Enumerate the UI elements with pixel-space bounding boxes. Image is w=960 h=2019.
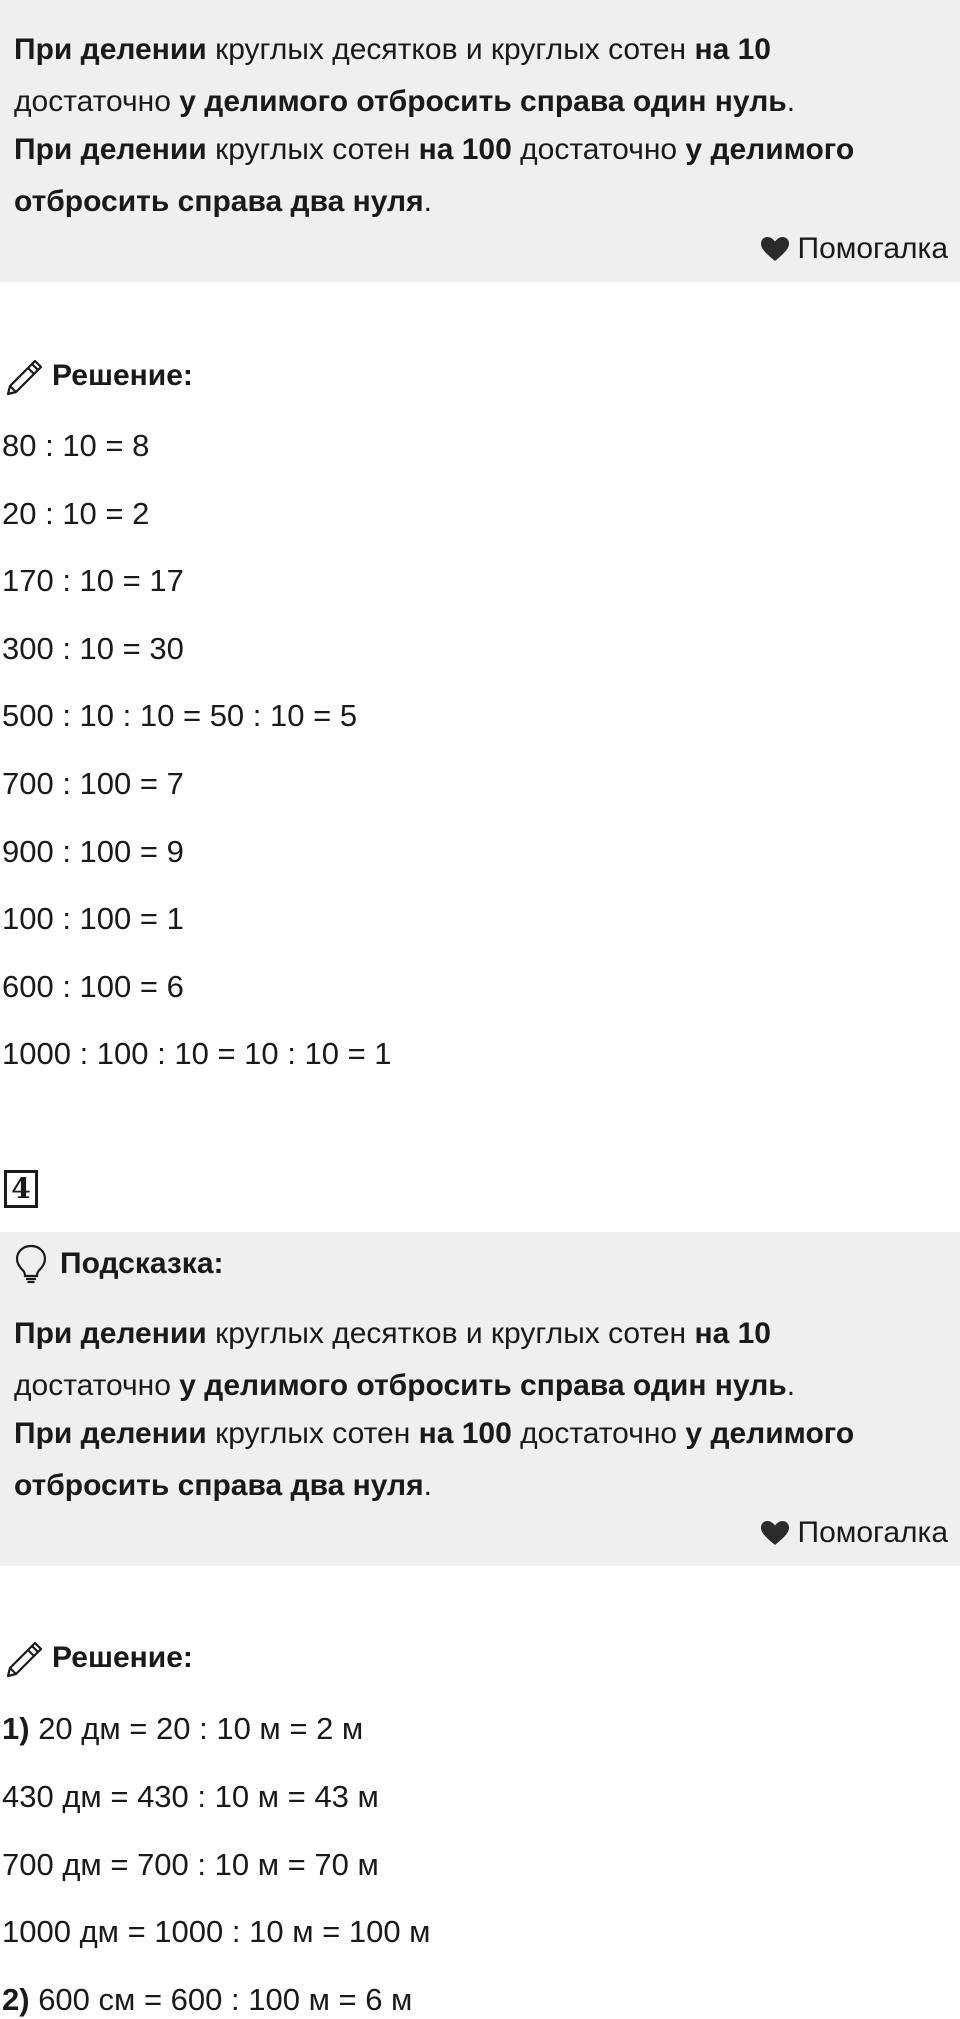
- solution-label: Решение:: [52, 359, 193, 392]
- rule-bold: у делимого отбросить справа два нуля: [14, 1417, 855, 1502]
- rule-text: .: [786, 85, 796, 118]
- equation-line: 100 : 100 = 1: [2, 901, 184, 936]
- hint-title: [14, 1244, 224, 1284]
- solution-label: Решение:: [52, 1641, 193, 1674]
- rule-paragraph-2: [14, 124, 954, 228]
- conversion-line: [2, 1711, 363, 1747]
- solution-title: [4, 1638, 193, 1678]
- equation-line: 500 : 10 : 10 = 50 : 10 = 5: [2, 698, 358, 733]
- rule-paragraph-1: [14, 1308, 954, 1412]
- credit: [760, 232, 949, 266]
- rule-bold: на 10: [694, 33, 771, 66]
- rule-text: круглых сотен: [206, 1417, 419, 1450]
- credit-label: Помогалка: [797, 232, 948, 265]
- pencil-icon: [4, 1638, 44, 1678]
- equation-line: 900 : 100 = 9: [2, 834, 184, 869]
- equation-line: 20 : 10 = 2: [2, 496, 150, 531]
- conversion-text: 430 дм = 430 : 10 м = 43 м: [2, 1779, 379, 1814]
- step-number: 2): [2, 1982, 30, 2017]
- equation-line: 600 : 100 = 6: [2, 969, 184, 1004]
- equation-line: 700 : 100 = 7: [2, 766, 184, 801]
- rule-bold: у делимого отбросить справа два нуля: [14, 133, 855, 218]
- task-number-badge: 4: [4, 1170, 38, 1208]
- conversion-text: 700 дм = 700 : 10 м = 70 м: [2, 1847, 379, 1882]
- rule-bold: на 100: [418, 133, 512, 166]
- rule-text: круглых десятков и круглых сотен: [206, 33, 695, 66]
- lightbulb-icon: [14, 1244, 48, 1284]
- rule-text: достаточно: [511, 133, 686, 166]
- equation-line: 170 : 10 = 17: [2, 563, 184, 598]
- conversion-line: [2, 1847, 379, 1883]
- rule-paragraph-2: [14, 1408, 954, 1512]
- rule-bold: При делении: [14, 133, 207, 166]
- rule-bold: у делимого отбросить справа один нуль: [179, 85, 787, 118]
- hint-box: [0, 1232, 960, 1566]
- conversion-line: [2, 1779, 379, 1815]
- credit-label: Помогалка: [797, 1516, 948, 1549]
- rule-text: достаточно: [14, 85, 180, 118]
- equation-line: 80 : 10 = 8: [2, 428, 150, 463]
- equation-line: 300 : 10 = 30: [2, 631, 184, 666]
- equation-line: 1000 : 100 : 10 = 10 : 10 = 1: [2, 1036, 392, 1071]
- rule-text: круглых сотен: [206, 133, 419, 166]
- solution-title: [4, 356, 193, 396]
- credit: [760, 1516, 949, 1550]
- heart-icon: [760, 236, 790, 262]
- rule-text: .: [423, 185, 432, 218]
- rule-bold: на 10: [694, 1317, 771, 1350]
- conversion-text: 600 см = 600 : 100 м = 6 м: [29, 1982, 413, 2017]
- hint-label: Подсказка:: [60, 1247, 224, 1280]
- rule-paragraph-1: [14, 24, 954, 128]
- rule-bold: При делении: [14, 1417, 207, 1450]
- rule-text: .: [786, 1369, 796, 1402]
- rule-bold: При делении: [14, 1317, 207, 1350]
- hint-box-top: [0, 0, 960, 282]
- heart-icon: [760, 1520, 790, 1546]
- rule-text: достаточно: [511, 1417, 686, 1450]
- conversion-line: [2, 1914, 431, 1950]
- rule-text: круглых десятков и круглых сотен: [206, 1317, 695, 1350]
- conversion-text: 1000 дм = 1000 : 10 м = 100 м: [2, 1914, 431, 1949]
- conversion-text: 20 дм = 20 : 10 м = 2 м: [29, 1711, 364, 1746]
- rule-bold: у делимого отбросить справа один нуль: [179, 1369, 787, 1402]
- pencil-icon: [4, 356, 44, 396]
- step-number: 1): [2, 1711, 30, 1746]
- rule-bold: на 100: [418, 1417, 512, 1450]
- rule-text: .: [423, 1469, 432, 1502]
- rule-bold: При делении: [14, 33, 207, 66]
- rule-text: достаточно: [14, 1369, 180, 1402]
- conversion-line: [2, 1982, 412, 2018]
